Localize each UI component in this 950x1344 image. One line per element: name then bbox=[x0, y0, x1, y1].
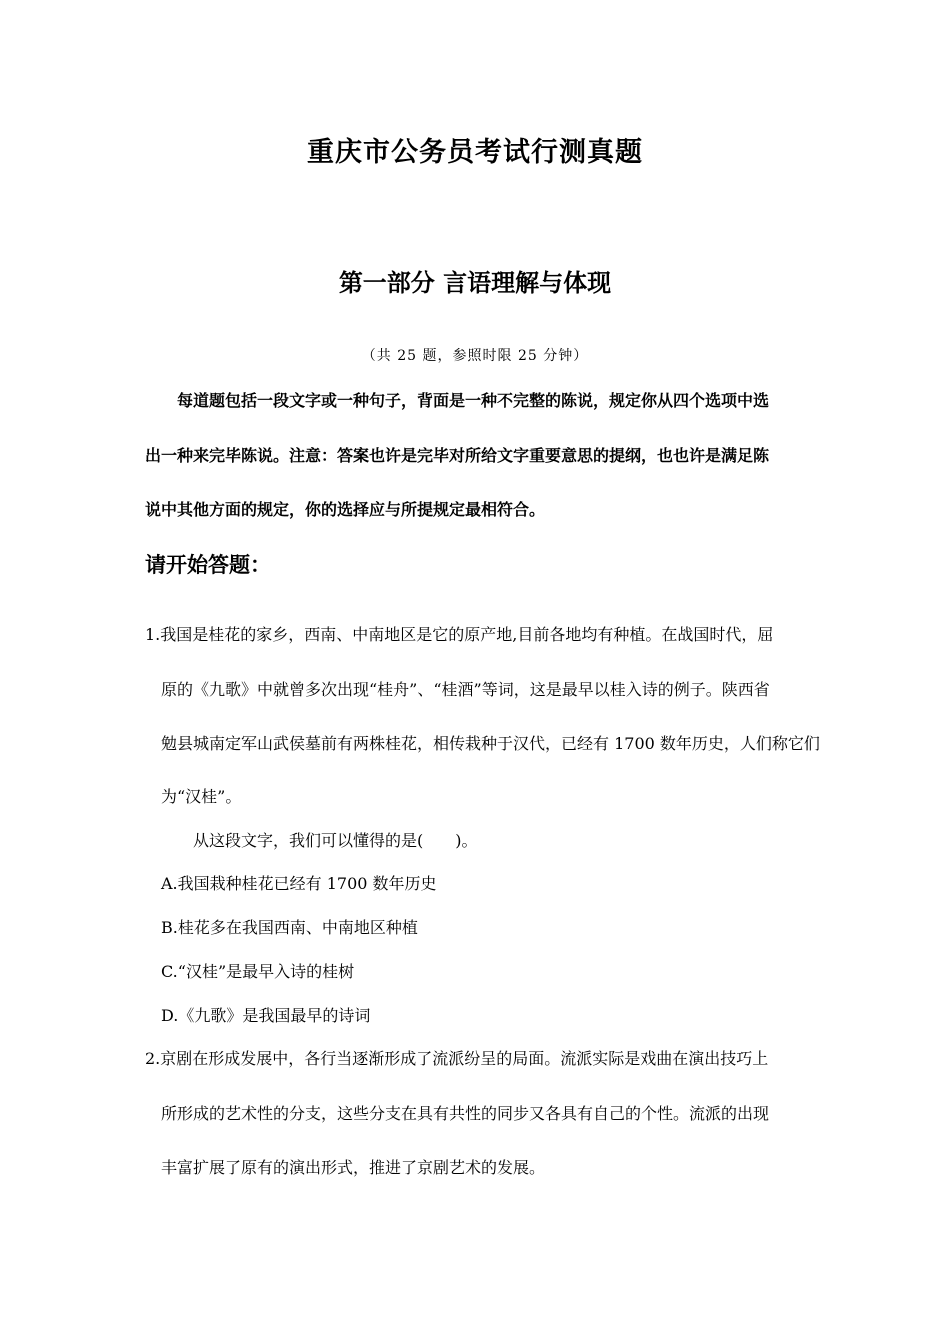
question-2-line-3: 丰富扩展了原有的演出形式，推进了京剧艺术的发展。 bbox=[161, 1158, 546, 1177]
question-2-line-2: 所形成的艺术性的分支，这些分支在具有共性的同步又各具有自己的个性。流派的出现 bbox=[161, 1104, 770, 1123]
question-1-line-4: 为“汉桂”。 bbox=[161, 787, 242, 806]
question-1-option-d: D.《九歌》是我国最早的诗词 bbox=[161, 1006, 371, 1025]
start-heading: 请开始答题： bbox=[145, 552, 271, 577]
question-1-option-c: C.“汉桂”是最早入诗的桂树 bbox=[161, 962, 355, 981]
instructions-line-1: 每道题包括一段文字或一种句子，背面是一种不完整的陈说，规定你从四个选项中选 bbox=[177, 391, 770, 410]
question-1-option-a: A.我国栽种桂花已经有 1700 数年历史 bbox=[161, 874, 437, 893]
question-1-option-b: B.桂花多在我国西南、中南地区种植 bbox=[161, 918, 418, 937]
instructions-line-3: 说中其他方面的规定，你的选择应与所提规定最相符合。 bbox=[145, 500, 546, 519]
instructions-line-2: 出一种来完毕陈说。注意：答案也许是完毕对所给文字重要意思的提纲，也也许是满足陈 bbox=[145, 446, 770, 465]
question-1-line-3: 勉县城南定军山武侯墓前有两株桂花，相传栽种于汉代，已经有 1700 数年历史，人们称它们 bbox=[161, 734, 820, 753]
document-title: 重庆市公务员考试行测真题 bbox=[307, 137, 643, 168]
question-2-line-1: 2.京剧在形成发展中，各行当逐渐形成了流派纷呈的局面。流派实际是戏曲在演出技巧上 bbox=[145, 1049, 769, 1068]
section-note: （共 25 题，参照时限 25 分钟） bbox=[361, 348, 589, 364]
question-1-line-2: 原的《九歌》中就曾多次出现“桂舟”、“桂酒”等词，这是最早以桂入诗的例子。陕西省 bbox=[161, 680, 770, 699]
question-1-stem: 从这段文字，我们可以懂得的是( )。 bbox=[193, 831, 478, 850]
question-1-line-1: 1.我国是桂花的家乡，西南、中南地区是它的原产地,目前各地均有种植。在战国时代，屈 bbox=[145, 625, 774, 644]
section-title: 第一部分 言语理解与体现 bbox=[338, 268, 612, 297]
